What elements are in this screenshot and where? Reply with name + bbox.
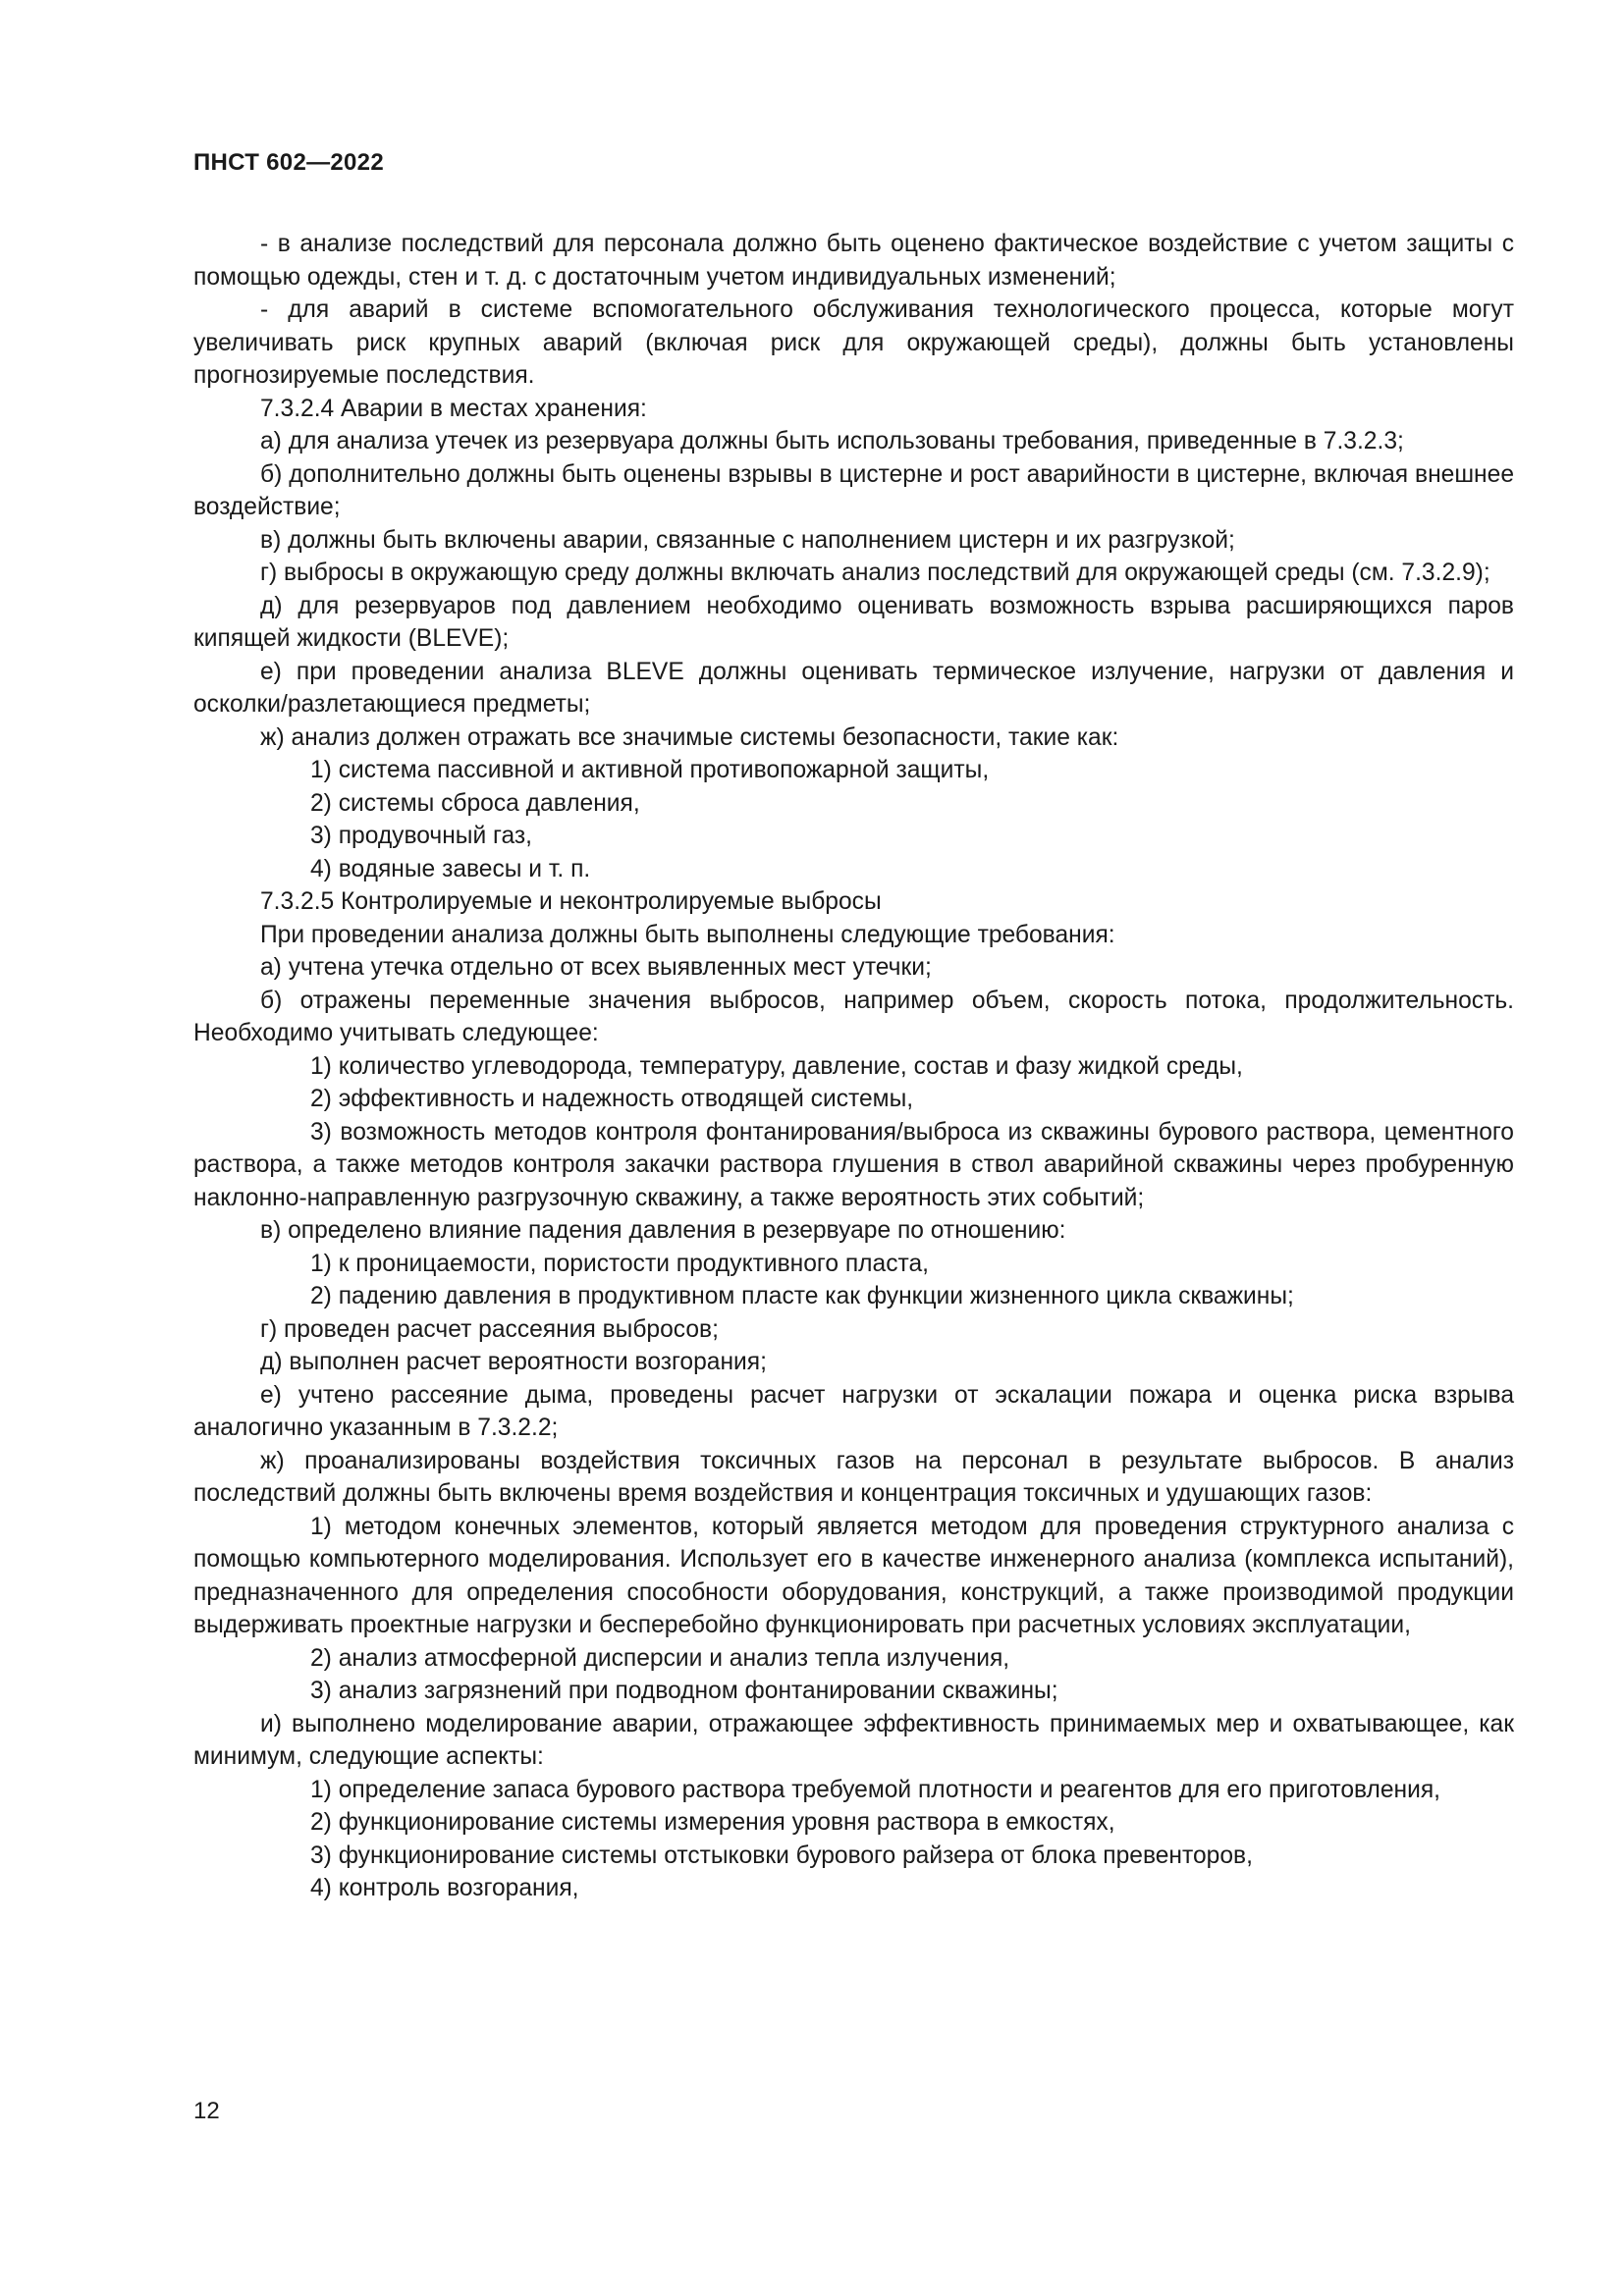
list-item-a: а) для анализа утечек из резервуара должны быть использованы требования, приведенные в 7.3.2.3; <box>260 428 1404 454</box>
paragraph-requirements-intro: При проведении анализа должны быть выполнены следующие требования: <box>260 921 1115 948</box>
document-code-header: ПНСТ 602—2022 <box>193 149 384 176</box>
sublist-item-2: 2) падению давления в продуктивном пласте как функции жизненного цикла скважины; <box>310 1283 1294 1309</box>
paragraph-auxiliary-service: - для аварий в системе вспомогательного обслуживания технологического процесса, которые могут увеличивать риск крупных аварий (включая риск для окружающей среды), должны быть установлены прогнозируемые последствия. <box>193 296 1514 389</box>
sublist-item-4: 4) контроль возгорания, <box>310 1875 579 1901</box>
sublist-item-2: 2) функционирование системы измерения уровня раствора в емкостях, <box>310 1809 1115 1836</box>
list-item-b: б) отражены переменные значения выбросов, например объем, скорость потока, продолжительность. Необходимо учитывать следующее: <box>193 987 1514 1046</box>
list-item-d: д) для резервуаров под давлением необходимо оценивать возможность взрыва расширяющихся паров кипящей жидкости (BLEVE); <box>193 592 1514 652</box>
list-item-v: в) должны быть включены аварии, связанные с наполнением цистерн и их разгрузкой; <box>260 526 1235 554</box>
list-item-e: е) учтено рассеяние дыма, проведены расчет нагрузки от эскалации пожара и оценка риска взрыва аналогично указанным в 7.3.2.2; <box>193 1381 1514 1441</box>
sublist-item-3: 3) продувочный газ, <box>310 823 532 849</box>
sublist-item-1: 1) количество углеводорода, температуру, давление, состав и фазу жидкой среды, <box>310 1052 1243 1080</box>
sublist-item-4: 4) водяные завесы и т. п. <box>310 855 591 882</box>
sublist-item-3: 3) функционирование системы отстыковки бурового райзера от блока превенторов, <box>310 1842 1253 1869</box>
sublist-item-1: 1) к проницаемости, пористости продуктивного пласта, <box>310 1250 930 1277</box>
list-item-zh: ж) проанализированы воздействия токсичных газов на персонал в результате выбросов. В анализ последствий должны быть включены время воздействия и концентрация токсичных и удушающих газов: <box>193 1447 1514 1507</box>
section-heading-7-3-2-4: 7.3.2.4 Аварии в местах хранения: <box>260 395 647 422</box>
sublist-item-3: 3) анализ загрязнений при подводном фонтанировании скважины; <box>310 1678 1058 1704</box>
sublist-item-1: 1) определение запаса бурового раствора требуемой плотности и реагентов для его приготовления, <box>310 1776 1441 1803</box>
paragraph-consequences-personnel: - в анализе последствий для персонала должно быть оценено фактическое воздействие с учетом защиты с помощью одежды, стен и т. д. с достаточным учетом индивидуальных изменений; <box>193 231 1514 291</box>
list-item-a: а) учтена утечка отдельно от всех выявленных мест утечки; <box>260 954 932 981</box>
list-item-zh: ж) анализ должен отражать все значимые системы безопасности, такие как: <box>260 723 1119 751</box>
section-heading-7-3-2-5: 7.3.2.5 Контролируемые и неконтролируемые выбросы <box>260 888 882 915</box>
list-item-i: и) выполнено моделирование аварии, отражающее эффективность принимаемых мер и охватывающее, как минимум, следующие аспекты: <box>193 1710 1514 1770</box>
list-item-g: г) выбросы в окружающую среду должны включать анализ последствий для окружающей среды (см. 7.3.2.9); <box>260 560 1490 586</box>
page-number: 12 <box>193 2098 220 2124</box>
list-item-d: д) выполнен расчет вероятности возгорания; <box>260 1349 767 1375</box>
sublist-item-3: 3) возможность методов контроля фонтанирования/выброса из скважины бурового раствора, цементного раствора, а также методов контроля закачки раствора глушения в ствол аварийной скважины через пробуренную наклонно-направленную разгрузочную скважину, а также вероятность этих событий; <box>193 1118 1514 1211</box>
sublist-item-1: 1) система пассивной и активной противопожарной защиты, <box>310 757 990 783</box>
sublist-item-1: 1) методом конечных элементов, который является методом для проведения структурного анализа с помощью компьютерного моделирования. Использует его в качестве инженерного анализа (комплекса испытаний), предназначенного для определения способности оборудования, конструкций, а также производимой продукции выдерживать проектные нагрузки и бесперебойно функционировать при расчетных условиях эксплуатации, <box>193 1513 1514 1638</box>
list-item-g: г) проведен расчет рассеяния выбросов; <box>260 1315 719 1343</box>
sublist-item-2: 2) эффективность и надежность отводящей системы, <box>310 1086 914 1112</box>
list-item-b: б) дополнительно должны быть оценены взрывы в цистерне и рост аварийности в цистерне, включая внешнее воздействие; <box>193 460 1514 520</box>
sublist-item-2: 2) анализ атмосферной дисперсии и анализ тепла излучения, <box>310 1644 1010 1672</box>
document-body <box>193 228 1514 1905</box>
list-item-v: в) определено влияние падения давления в резервуаре по отношению: <box>260 1217 1066 1244</box>
list-item-e: е) при проведении анализа BLEVE должны оценивать термическое излучение, нагрузки от давления и осколки/разлетающиеся предметы; <box>193 658 1514 718</box>
sublist-item-2: 2) системы сброса давления, <box>310 789 640 817</box>
